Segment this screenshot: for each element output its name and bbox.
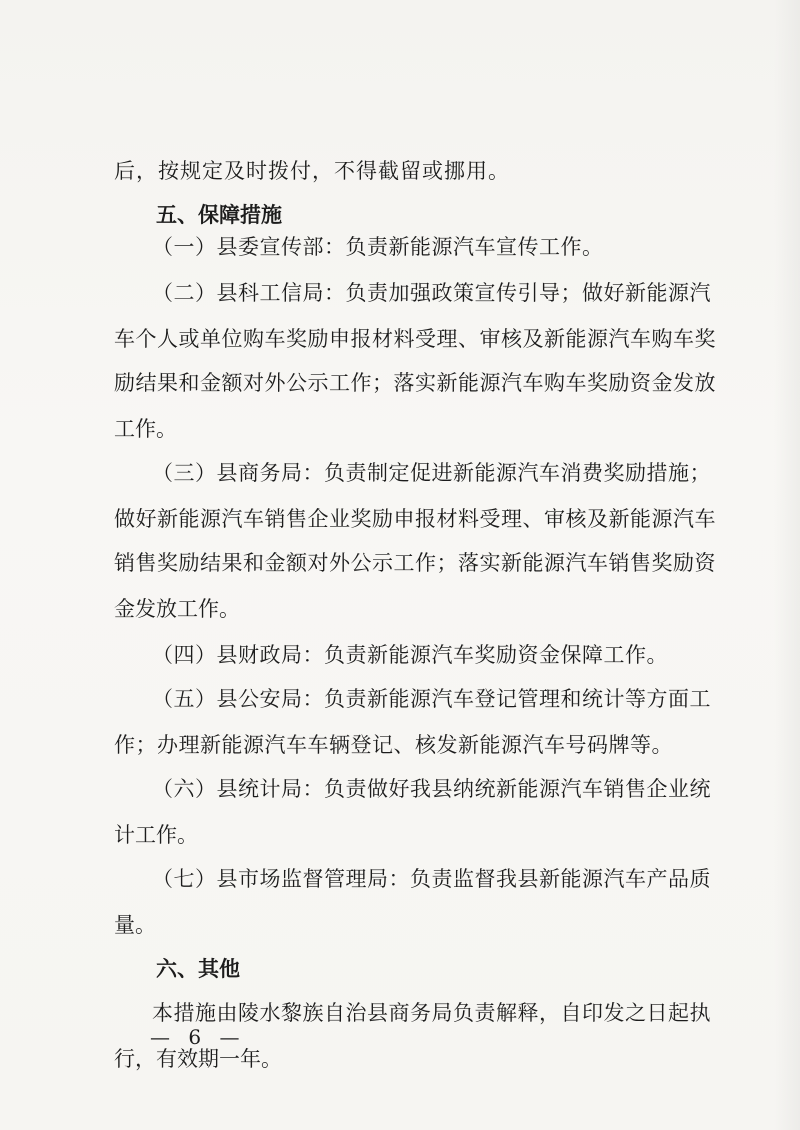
body-line: 做好新能源汽车销售企业奖励申报材料受理、审核及新能源汽车	[114, 507, 716, 531]
page-number: — 6 —	[150, 1025, 246, 1049]
body-line: 作；办理新能源汽车车辆登记、核发新能源汽车号码牌等。	[114, 733, 673, 757]
body-line: （三）县商务局：负责制定促进新能源汽车消费奖励措施；	[152, 461, 711, 485]
body-line: 行，有效期一年。	[114, 1047, 282, 1071]
body-line: 计工作。	[114, 823, 198, 847]
body-line: 工作。	[114, 417, 177, 441]
body-line: 励结果和金额对外公示工作；落实新能源汽车购车奖励资金发放	[114, 371, 716, 395]
body-line: 销售奖励结果和金额对外公示工作；落实新能源汽车销售奖励资	[114, 551, 716, 575]
scan-edge-shadow	[774, 0, 800, 1130]
body-line: 金发放工作。	[114, 597, 240, 621]
body-line: 车个人或单位购车奖励申报材料受理、审核及新能源汽车购车奖	[114, 327, 716, 351]
body-line: （七）县市场监督管理局：负责监督我县新能源汽车产品质	[152, 867, 711, 891]
body-line: （四）县财政局：负责新能源汽车奖励资金保障工作。	[152, 643, 668, 667]
section-heading-other: 六、其他	[156, 957, 240, 981]
body-line: 后，按规定及时拨付，不得截留或挪用。	[114, 159, 510, 183]
body-line: （二）县科工信局：负责加强政策宣传引导；做好新能源汽	[152, 281, 711, 305]
body-line: （五）县公安局：负责新能源汽车登记管理和统计等方面工	[152, 687, 711, 711]
section-heading-safeguards: 五、保障措施	[156, 203, 282, 227]
body-line: 量。	[114, 913, 156, 937]
body-line: （六）县统计局：负责做好我县纳统新能源汽车销售企业统	[152, 777, 711, 801]
body-line: 本措施由陵水黎族自治县商务局负责解释，自印发之日起执	[152, 1001, 711, 1025]
body-line: （一）县委宣传部：负责新能源汽车宣传工作。	[152, 235, 604, 259]
